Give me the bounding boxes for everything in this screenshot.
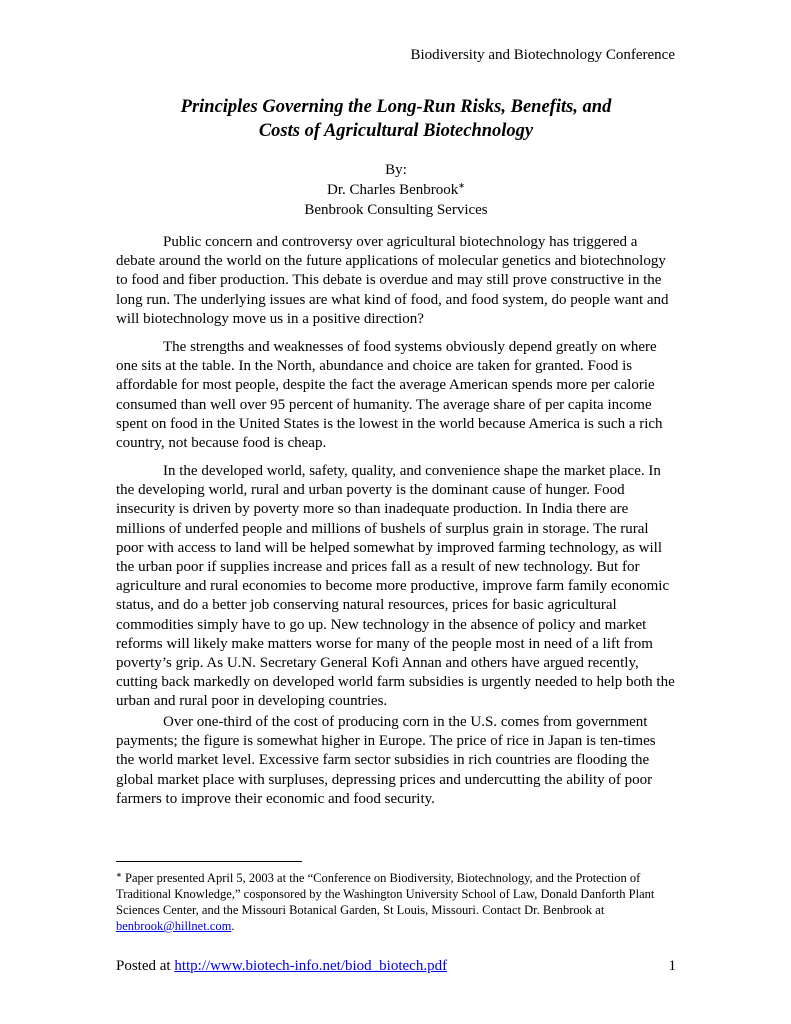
running-header: Biodiversity and Biotechnology Conference [410, 47, 675, 63]
footnote-end: . [231, 919, 235, 933]
footnote-marker: ∗ [458, 181, 465, 190]
byline [116, 160, 676, 220]
page-number: 1 [668, 958, 676, 974]
footnote-email-link[interactable]: benbrook@hillnet.com [116, 919, 232, 933]
body-paragraph-1: Public concern and controversy over agricultural biotechnology has triggered a debate around the world on the future applications of molecular genetics and biotechnology to food and fiber production. This debate is overdue and may still prove constructive in the long run. The underlying issues are what kind of food, and food system, do people want and will biotechnology move us in a positive direction? [116, 234, 669, 327]
author-organization: Benbrook Consulting Services [304, 202, 488, 218]
footer-url-link[interactable]: http://www.biotech-info.net/biod_biotech.pdf [174, 958, 448, 974]
footnote [116, 870, 672, 934]
document-title [116, 95, 676, 143]
footnote-text: Paper presented April 5, 2003 at the “Conference on Biodiversity, Biotechnology, and the Protection of Traditional Knowledge,” cosponsored by the Washington University School of Law, Donald Danforth Plant Sciences Center, and the Missouri Botanical Garden, St Louis, Missouri. Contact Dr. Benbrook at [116, 871, 655, 917]
title-line-1: Principles Governing the Long-Run Risks, Benefits, and [180, 97, 612, 117]
title-line-2: Costs of Agricultural Biotechnology [258, 121, 534, 141]
body-paragraph-4: Over one-third of the cost of producing corn in the U.S. comes from government payments; the figure is somewhat higher in Europe. The price of rice in Japan is ten-times the world market level. Excessive farm sector subsidies in rich countries are flooding the global market place with surpluses, depressing prices and undercutting the ability of poor farmers to improve their economic and food security. [116, 714, 656, 807]
author-line [116, 180, 676, 200]
body-paragraph-2: The strengths and weaknesses of food systems obviously depend greatly on where one sits at the table. In the North, abundance and choice are taken for granted. Food is affordable for most people, despite the fact the average American spends more per calorie consumed than well over 95 percent of humanity. The average share of per capita income spent on food in the United States is the lowest in the world because America is such a rich country, not because food is cheap. [116, 339, 663, 452]
byline-by: By: [385, 162, 407, 178]
footnote-mark: ∗ [116, 870, 122, 879]
page-footer [116, 958, 676, 975]
body-paragraph-3: In the developed world, safety, quality, and convenience shape the market place. In the developing world, rural and urban poverty is the dominant cause of hunger. Food insecurity is driven by poverty more so than inadequate production. In India there are millions of underfed people and millions of bushels of surplus grain in storage. The rural poor with access to land will be helped somewhat by improved farming technology, as will the urban poor if supplies increase and prices fall as a result of new technology. But for agriculture and rural economies to become more productive, improve farm family economic status, and do a better job conserving natural resources, prices for basic agricultural commodities simply have to go up. New technology in the absence of policy and market reforms will likely make matters worse for many of the people most in need of a lift from poverty’s grip. As U.N. Secretary General Kofi Annan and others have argued recently, cutting back markedly on developed world farm subsidies is urgently needed to help both the urban and rural poor in developing countries. [116, 463, 675, 710]
author-name: Dr. Charles Benbrook [327, 182, 459, 198]
footer-posted-label: Posted at [116, 958, 175, 974]
footnote-separator [116, 861, 302, 862]
